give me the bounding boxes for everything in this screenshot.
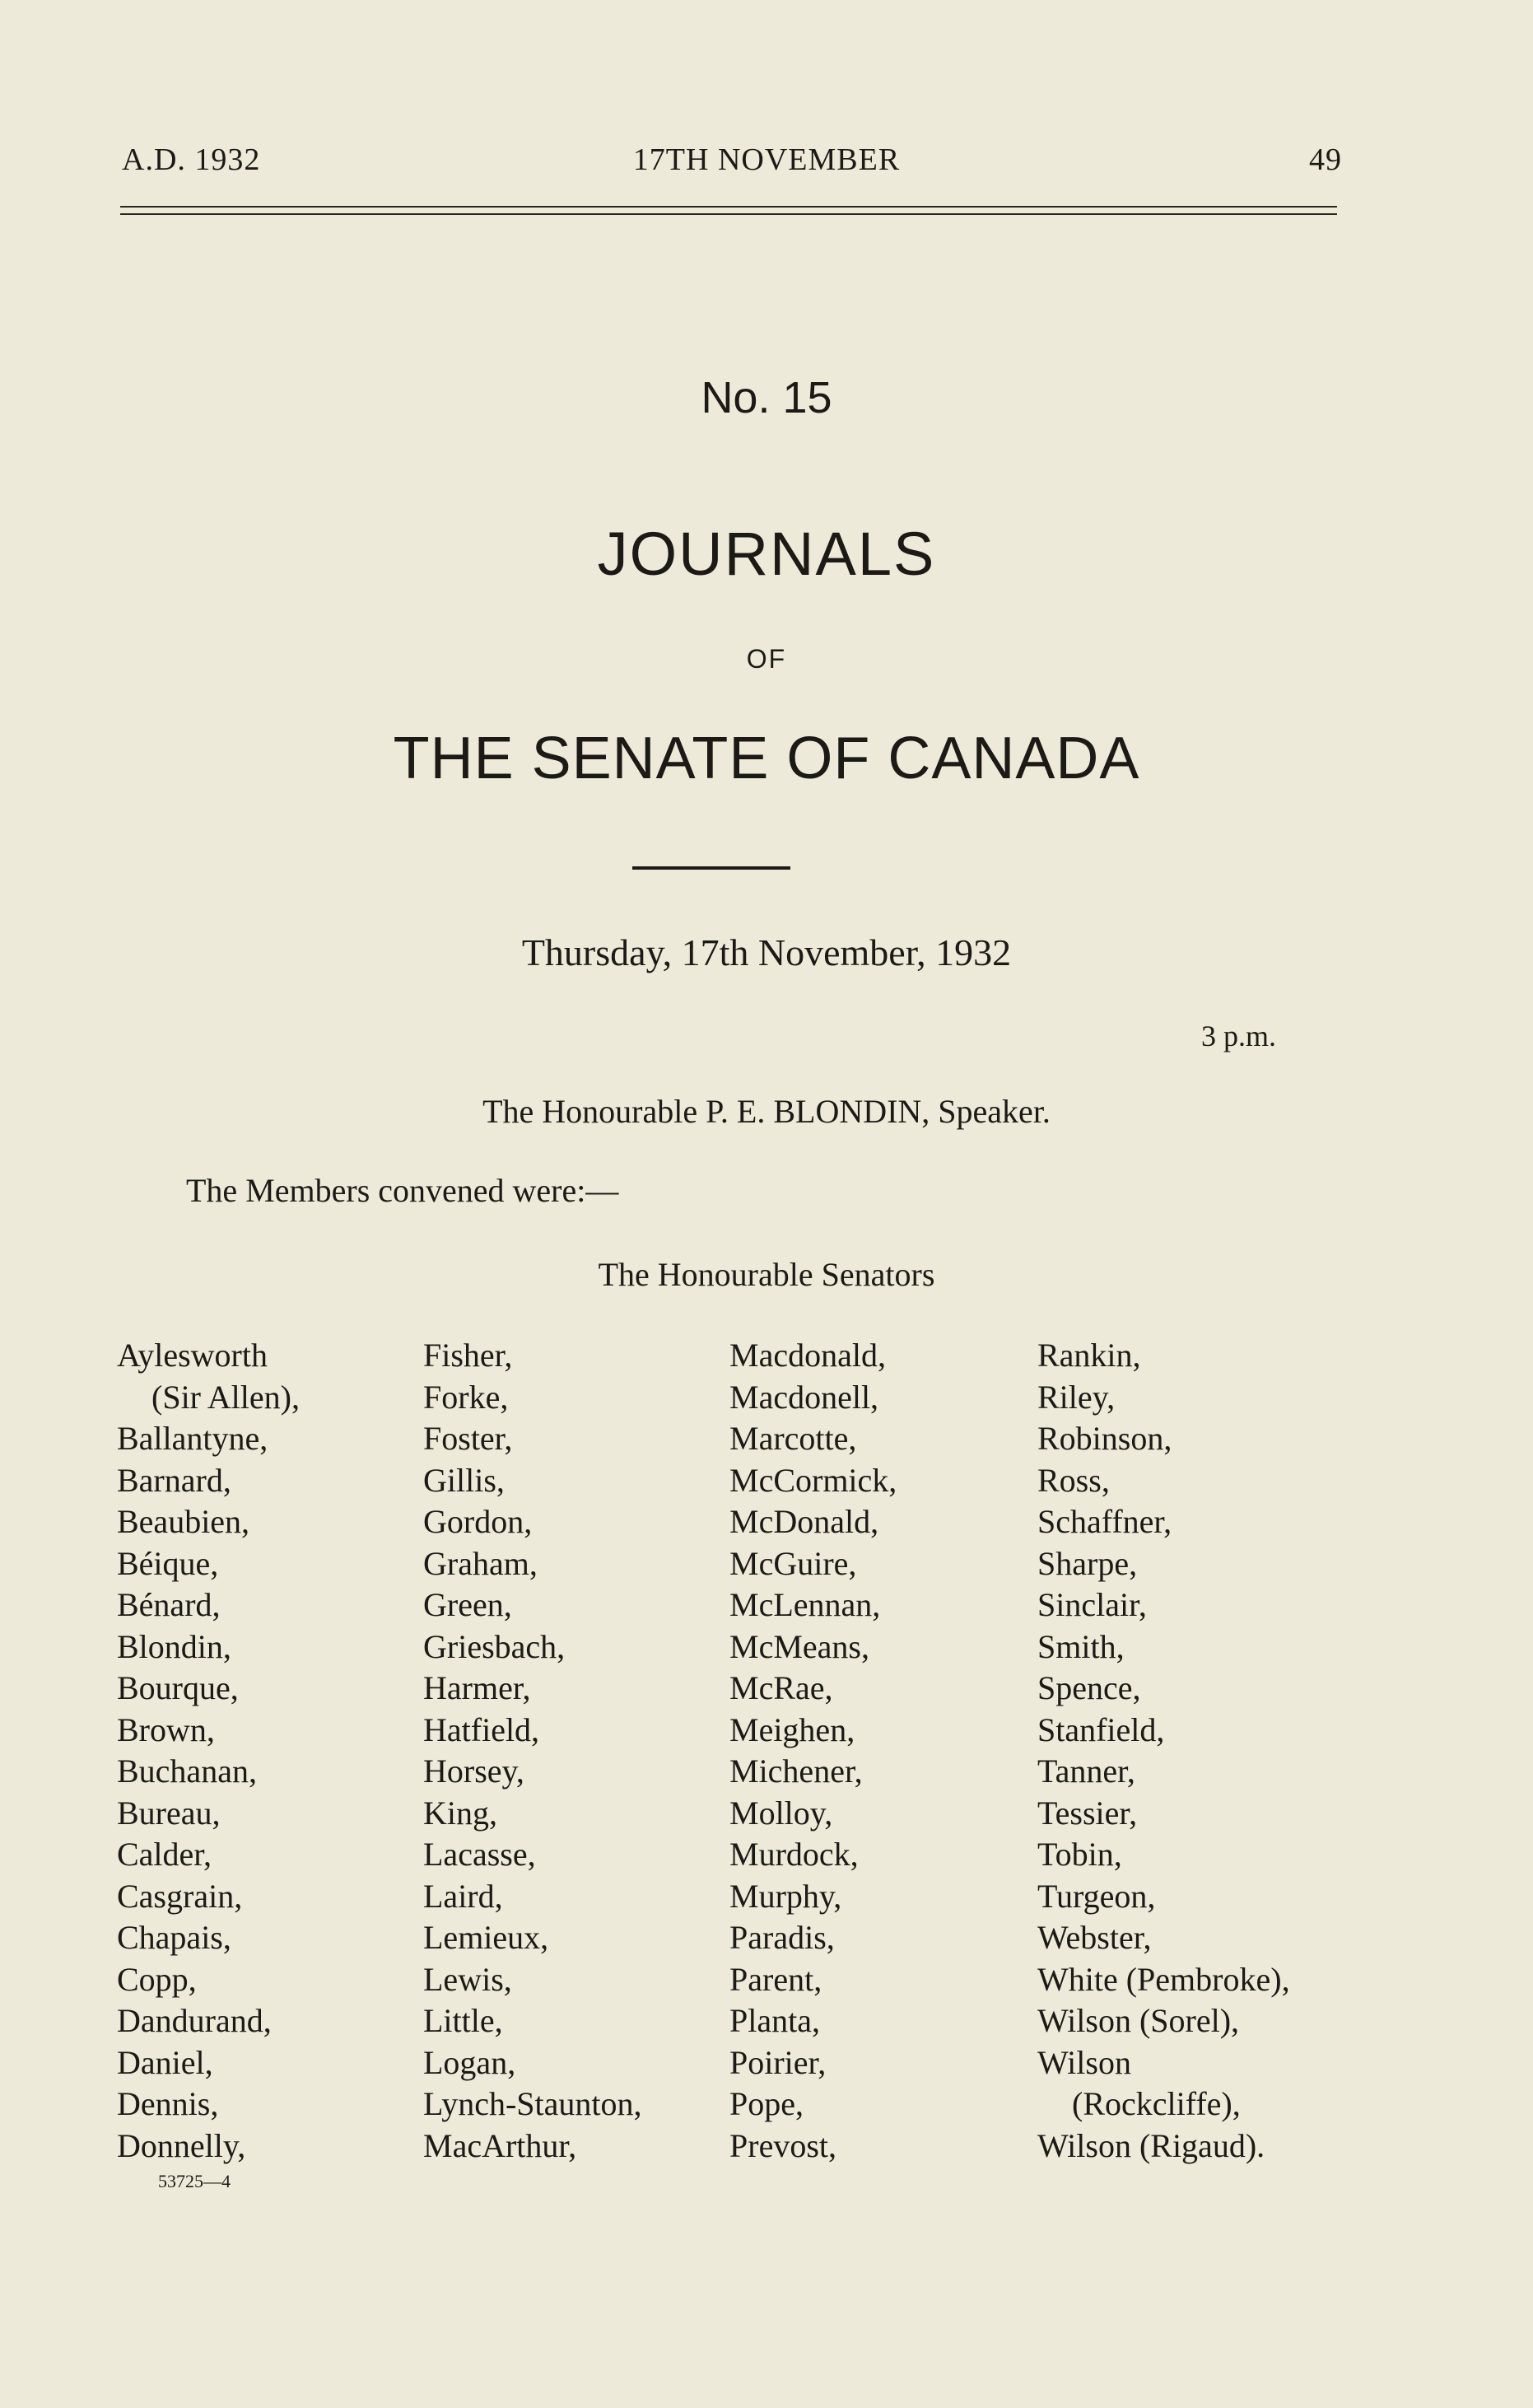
- senator-name: Laird,: [423, 1877, 503, 1915]
- senator-name: Parent,: [729, 1960, 822, 1998]
- senator-name: Sharpe,: [1037, 1544, 1138, 1582]
- senator-name: McMeans,: [729, 1627, 869, 1665]
- senator-name: Dennis,: [117, 2085, 219, 2122]
- senator-name: Spence,: [1037, 1669, 1141, 1706]
- senator-name: Fisher,: [423, 1337, 513, 1374]
- speaker-line: The Honourable P. E. BLONDIN, Speaker.: [482, 1093, 1051, 1130]
- senator-name: Little,: [423, 2002, 503, 2039]
- senator-name: Gordon,: [423, 1503, 533, 1540]
- senator-name: Riley,: [1037, 1378, 1116, 1416]
- senator-name: King,: [423, 1794, 497, 1832]
- senator-name: Casgrain,: [117, 1877, 243, 1915]
- senator-name: Beaubien,: [117, 1503, 250, 1540]
- header-rule-top: [120, 206, 1337, 208]
- senator-name: Dandurand,: [117, 2002, 272, 2039]
- senator-name: Ballantyne,: [117, 1420, 268, 1457]
- header-year: A.D. 1932: [122, 142, 261, 177]
- senator-name: Pope,: [729, 2085, 804, 2122]
- senator-name: Blondin,: [117, 1627, 231, 1665]
- senator-name: Barnard,: [117, 1461, 231, 1499]
- page-number: 49: [1309, 142, 1342, 177]
- journal-title: JOURNALS: [597, 520, 936, 588]
- senator-name: Bureau,: [117, 1794, 221, 1832]
- senator-name: Graham,: [423, 1544, 538, 1582]
- senator-name: McGuire,: [729, 1544, 857, 1582]
- senator-name: Murdock,: [729, 1836, 859, 1873]
- senator-name: Wilson (Sorel),: [1037, 2002, 1240, 2039]
- senator-name: Logan,: [423, 2043, 516, 2081]
- senator-name: Harmer,: [423, 1669, 531, 1706]
- senator-name: Daniel,: [117, 2043, 213, 2081]
- senator-name: Horsey,: [423, 1752, 524, 1790]
- senator-name: (Sir Allen),: [151, 1378, 300, 1416]
- senator-name: Lemieux,: [423, 1919, 549, 1956]
- senator-name: Meighen,: [729, 1710, 855, 1748]
- senator-name: Béique,: [117, 1544, 219, 1582]
- senator-name: Donnelly,: [117, 2126, 246, 2164]
- senator-name: Paradis,: [729, 1919, 835, 1956]
- senator-name: Hatfield,: [423, 1710, 540, 1748]
- senator-name: Tessier,: [1037, 1794, 1138, 1832]
- senator-name: Lacasse,: [423, 1836, 536, 1873]
- senator-name: Prevost,: [729, 2126, 836, 2164]
- senator-column-3: [729, 1335, 897, 2167]
- senator-name: Copp,: [117, 1960, 197, 1998]
- senator-name: Molloy,: [729, 1794, 833, 1832]
- senator-name: Robinson,: [1037, 1420, 1172, 1457]
- sitting-time: 3 p.m.: [1200, 1020, 1276, 1052]
- senator-name: Aylesworth: [117, 1337, 268, 1374]
- sitting-date: Thursday, 17th November, 1932: [521, 931, 1012, 973]
- senator-name: Turgeon,: [1037, 1877, 1156, 1915]
- senator-name: McCormick,: [729, 1461, 897, 1499]
- senator-name: McRae,: [729, 1669, 833, 1706]
- senator-name: Bénard,: [117, 1586, 221, 1623]
- senator-name: Forke,: [423, 1378, 509, 1416]
- senator-name: Lewis,: [423, 1960, 512, 1998]
- senator-name: Bourque,: [117, 1669, 239, 1706]
- senator-name: White (Pembroke),: [1037, 1960, 1290, 1998]
- senator-name: Ross,: [1037, 1461, 1110, 1499]
- senator-name: Murphy,: [729, 1877, 842, 1915]
- senator-name: Calder,: [117, 1836, 212, 1873]
- members-convened: The Members convened were:—: [186, 1172, 619, 1209]
- senator-name: Lynch-Staunton,: [423, 2085, 642, 2122]
- senator-name: Chapais,: [117, 1919, 231, 1956]
- senator-name: Macdonald,: [729, 1337, 886, 1374]
- senator-name: Michener,: [729, 1752, 863, 1790]
- senator-name: Webster,: [1037, 1919, 1152, 1956]
- senator-name: Wilson: [1037, 2043, 1131, 2081]
- senator-name: Marcotte,: [729, 1420, 857, 1457]
- senator-column-1: [117, 1335, 300, 2167]
- senator-name: Brown,: [117, 1710, 215, 1748]
- senator-column-4: [1037, 1335, 1290, 2167]
- senator-name: Poirier,: [729, 2043, 827, 2081]
- senator-name: McDonald,: [729, 1503, 879, 1540]
- journal-body-name: THE SENATE OF CANADA: [393, 726, 1140, 791]
- title-divider: [632, 866, 790, 870]
- print-code: 53725—4: [158, 2171, 231, 2191]
- senators-heading: The Honourable Senators: [598, 1256, 935, 1293]
- senator-name: Schaffner,: [1037, 1503, 1172, 1540]
- senator-name: McLennan,: [729, 1586, 881, 1623]
- senator-name: Rankin,: [1037, 1337, 1141, 1374]
- senator-name: Stanfield,: [1037, 1710, 1165, 1748]
- senator-name: Buchanan,: [117, 1752, 257, 1790]
- senator-name: Planta,: [729, 2002, 820, 2039]
- senator-name: Green,: [423, 1586, 512, 1623]
- senator-name: Sinclair,: [1037, 1586, 1147, 1623]
- journal-of: OF: [746, 644, 787, 674]
- senator-name: Griesbach,: [423, 1627, 566, 1665]
- senator-name: Foster,: [423, 1420, 513, 1457]
- senator-name: Macdonell,: [729, 1378, 879, 1416]
- senator-name: (Rockcliffe),: [1072, 2085, 1241, 2122]
- senator-name: Smith,: [1037, 1627, 1125, 1665]
- header-rule-bottom: [120, 213, 1337, 215]
- senator-column-2: [423, 1335, 642, 2167]
- senator-name: Wilson (Rigaud).: [1037, 2126, 1265, 2164]
- senator-name: Tobin,: [1037, 1836, 1122, 1873]
- senator-name: Tanner,: [1037, 1752, 1135, 1790]
- senator-name: Gillis,: [423, 1461, 505, 1499]
- senator-name: MacArthur,: [423, 2126, 577, 2164]
- journal-number: No. 15: [701, 373, 832, 422]
- header-date: 17TH NOVEMBER: [632, 142, 901, 177]
